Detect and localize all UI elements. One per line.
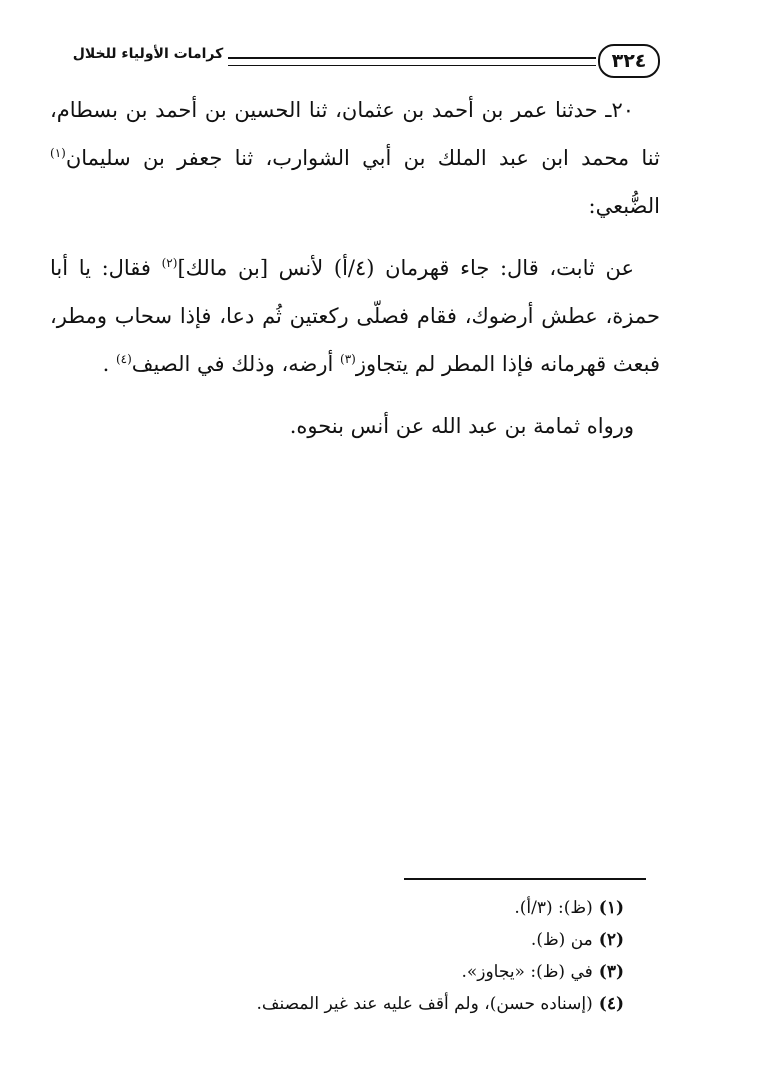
paragraph-text: الضُّبعي: <box>588 194 660 218</box>
main-text <box>50 86 660 450</box>
footnote-ref-2[interactable]: (٢) <box>161 256 178 270</box>
footnote-separator <box>404 878 646 880</box>
footnote-ref-3[interactable]: (٣) <box>340 352 356 366</box>
paragraph-text: ورواه ثمامة بن عبد الله عن أنس بنحوه. <box>289 414 634 438</box>
paragraph-text: فقال: يا أبا حمزة، عطش أرضوك، فقام فصلّى ركعتين ثُم دعا، فإذا سحاب ومطر، فبعث قهرمانه فإذا المطر لم يتجاوز <box>50 256 660 376</box>
footnote-4 <box>150 988 624 1020</box>
footnote-number: (٣) <box>598 962 624 982</box>
paragraph-text: عن ثابت، قال: جاء قهرمان (٤/أ) لأنس [بن مالك] <box>177 256 634 280</box>
header-rule <box>228 57 596 66</box>
footnote-text: (إسناده حسن)، ولم أقف عليه عند غير المصنف. <box>256 994 593 1014</box>
footnote-text: من (ظ). <box>530 930 593 950</box>
footnote-ref-1[interactable]: (١) <box>50 146 66 160</box>
paragraph-alternate-chain <box>50 402 660 450</box>
page-header <box>60 40 660 80</box>
footnote-3 <box>150 956 624 988</box>
paragraph-hadith-20 <box>50 86 660 230</box>
footnote-1 <box>150 892 624 924</box>
footnote-2 <box>150 924 624 956</box>
paragraph-narration <box>50 244 660 388</box>
footnote-number: (١) <box>598 898 624 918</box>
footnote-text: في (ظ): «يجاوز». <box>461 962 593 982</box>
book-title: كرامات الأولياء للخلال <box>72 46 224 62</box>
paragraph-text: ٢٠ـ حدثنا عمر بن أحمد بن عثمان، ثنا الحسين بن أحمد بن بسطام، ثنا محمد ابن عبد الملك بن أبي الشوارب، ثنا جعفر بن سليمان <box>50 98 660 170</box>
paragraph-text: أرضه، وذلك في الصيف <box>131 352 340 376</box>
footnote-number: (٤) <box>598 994 624 1014</box>
footnote-ref-4[interactable]: (٤) <box>115 352 132 366</box>
footnote-text: (ظ): (٣/أ). <box>514 898 593 918</box>
page-number: ٣٢٤ <box>598 44 660 78</box>
footnotes <box>150 892 624 1020</box>
footnote-number: (٢) <box>598 930 624 950</box>
paragraph-text: . <box>102 352 116 376</box>
